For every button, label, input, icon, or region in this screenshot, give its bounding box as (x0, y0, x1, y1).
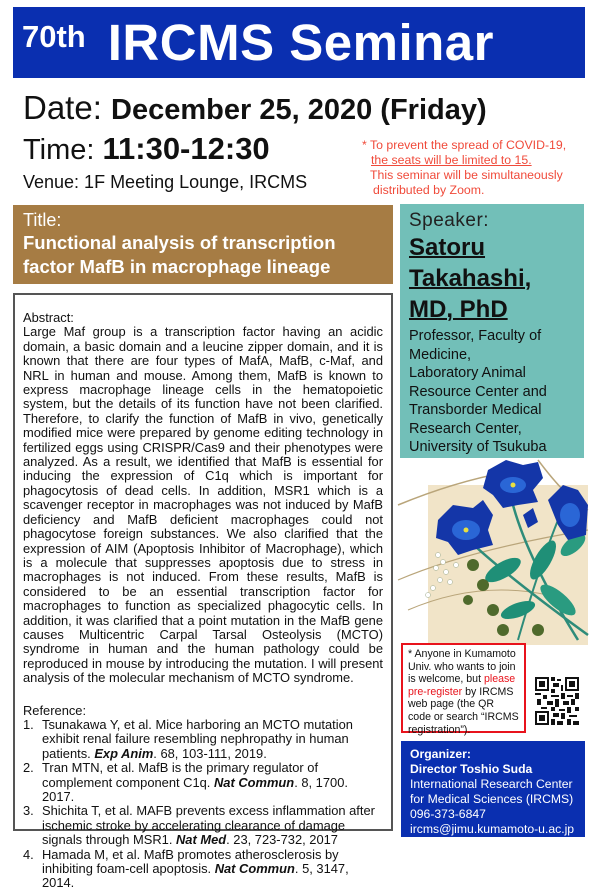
notice-text-end: by IRCMS web page (the QR code or search “IRCMS registration”). (408, 685, 519, 736)
covid-line-2: the seats will be limited to 15. (371, 153, 532, 167)
organizer-phone: 096-373-6847 (410, 807, 486, 821)
event-time (23, 131, 270, 167)
reference-label: Reference: (23, 702, 87, 718)
organizer-label: Organizer: (410, 747, 471, 761)
speaker-name-line-3: MD, PhD (409, 296, 508, 323)
event-venue: Venue: 1F Meeting Lounge, IRCMS (23, 172, 308, 192)
reference-text: Tsunakawa Y, et al. Mice harboring an MCTO mutation exhibit renal failure resembling nephropathy in human patients. (42, 716, 353, 761)
reference-item (23, 848, 383, 891)
abstract-text: Large Maf group is a transcription factor having an acidic domain, a basic domain and a leucine zipper domain, and it is known that there are four types of MafA, MafB, c-Maf, and NRL in human and mouse. Among them, MafB is known to express macrophage lineage cells in the hematopoietic system, but the details of its function have not been clarified. Therefore, to clarify the function of MafB in vivo, genetically modified mice were prepared by genome editing technology in fertilized eggs using CRISPR/Cas9 and their phenotypes were analyzed. As a result, we identified that MafB is essential for inducing the expression of C1q which is important for phagocytosis of dead cells. In addition, MSR1 which is a scavenger receptor in macrophages was not induced by MafB deficiency and MafB deficient macrophages could not phagocytose foreign substances. We also clarified that the expression of AIM (Apoptosis Inhibitor of Macrophage), which is a molecule that suppresses apoptosis due to stress in macrophages is not induced. From these results, MafB is considered to be an essential transcription factor for macrophages to function as specialized phagocytic cells. In addition, it was clarified that a point mutation in the MafB gene causes Multicentric Carpal Tarsal Osteolysis (MCTO) syndrome in human and the human pathology could be reproduced in mouse by introducing the mutation. I will present analysis of the molecular mechanism of MCTO syndrome. (23, 324, 383, 686)
affiliation-line: Laboratory Animal (409, 365, 526, 381)
reference-item (23, 804, 383, 847)
reference-journal: Exp Anim (94, 745, 154, 761)
affiliation-line: Transborder Medical (409, 402, 542, 418)
registration-notice (401, 643, 526, 736)
seminar-header (13, 7, 585, 78)
reference-journal: Nat Med (176, 832, 227, 848)
reference-citation: . 8, 1700. 2017. (42, 774, 348, 804)
title-label: Title: (23, 210, 62, 230)
affiliation-line: University of Tsukuba (409, 439, 547, 455)
event-date (23, 89, 487, 127)
reference-text: Tran MTN, et al. MafB is the primary regulator of complement component C1q. (42, 760, 319, 790)
reference-number: 3. (23, 803, 34, 819)
reference-number: 1. (23, 716, 34, 732)
bellflower-icon (398, 460, 588, 645)
time-value: 11:30-12:30 (102, 131, 270, 166)
reference-journal: Nat Commun (214, 861, 295, 877)
covid-line-1: * To prevent the spread of COVID-19, (362, 138, 567, 152)
reference-item (23, 718, 383, 761)
reference-item (23, 761, 383, 804)
organizer-box (401, 741, 585, 837)
notice-text: * Anyone in Kumamoto Univ. who wants to join is welcome, but (408, 648, 516, 686)
reference-list (23, 718, 383, 891)
affiliation-line: Research Center, (409, 420, 522, 437)
abstract-box (13, 293, 393, 891)
speaker-affiliation (409, 327, 584, 457)
reference-number: 4. (23, 846, 34, 862)
date-value: December 25, 2020 (Friday) (111, 94, 487, 126)
speaker-box (400, 204, 584, 458)
covid-line-4: distributed by Zoom. (373, 183, 485, 197)
talk-title-box (13, 205, 393, 284)
affiliation-line: Professor, Faculty of (409, 328, 542, 344)
affiliation-line: Medicine, (409, 346, 472, 363)
seminar-title: IRCMS Seminar (107, 14, 495, 71)
reference-citation: . 23, 723-732, 2017 (226, 832, 338, 848)
date-label: Date: (23, 89, 112, 126)
reference-text: Hamada M, et al. MafB promotes atherosclerosis by inhibiting foam-cell apoptosis. (42, 846, 339, 877)
reference-number: 2. (23, 760, 34, 776)
speaker-label: Speaker: (409, 210, 490, 231)
speaker-name-line-2: Takahashi, (409, 265, 532, 292)
qr-code-icon[interactable] (533, 675, 581, 727)
time-label: Time: (23, 134, 103, 166)
bellflower-illustration (398, 460, 588, 645)
organizer-director: Director Toshio Suda (410, 762, 533, 776)
covid-line-3: This seminar will be simultaneously (370, 168, 563, 182)
organizer-org-line-1: International Research Center (410, 777, 573, 791)
speaker-name-line-1: Satoru (409, 234, 486, 261)
talk-title-line-1: Functional analysis of transcription (23, 232, 336, 253)
reference-journal: Nat Commun (213, 774, 295, 790)
talk-title-line-2: factor MafB in macrophage lineage (23, 256, 331, 277)
organizer-email: ircms@jimu.kumamoto-u.ac.jp (410, 822, 575, 836)
reference-citation: . 5, 3147, 2014. (42, 861, 349, 891)
abstract-label: Abstract: (23, 310, 74, 325)
seminar-edition: 70th (22, 18, 86, 54)
reference-text: Shichita T, et al. MAFB prevents excess inflammation after ischemic stroke by accelerating clearance of damage signals through MSR1. (42, 803, 375, 848)
reference-citation: . 68, 103-111, 2019. (153, 745, 267, 761)
pre-register-highlight: please pre-register (408, 673, 516, 698)
covid-notice (362, 138, 567, 198)
affiliation-line: Resource Center and (409, 383, 547, 400)
organizer-org-line-2: for Medical Sciences (IRCMS) (410, 792, 574, 806)
